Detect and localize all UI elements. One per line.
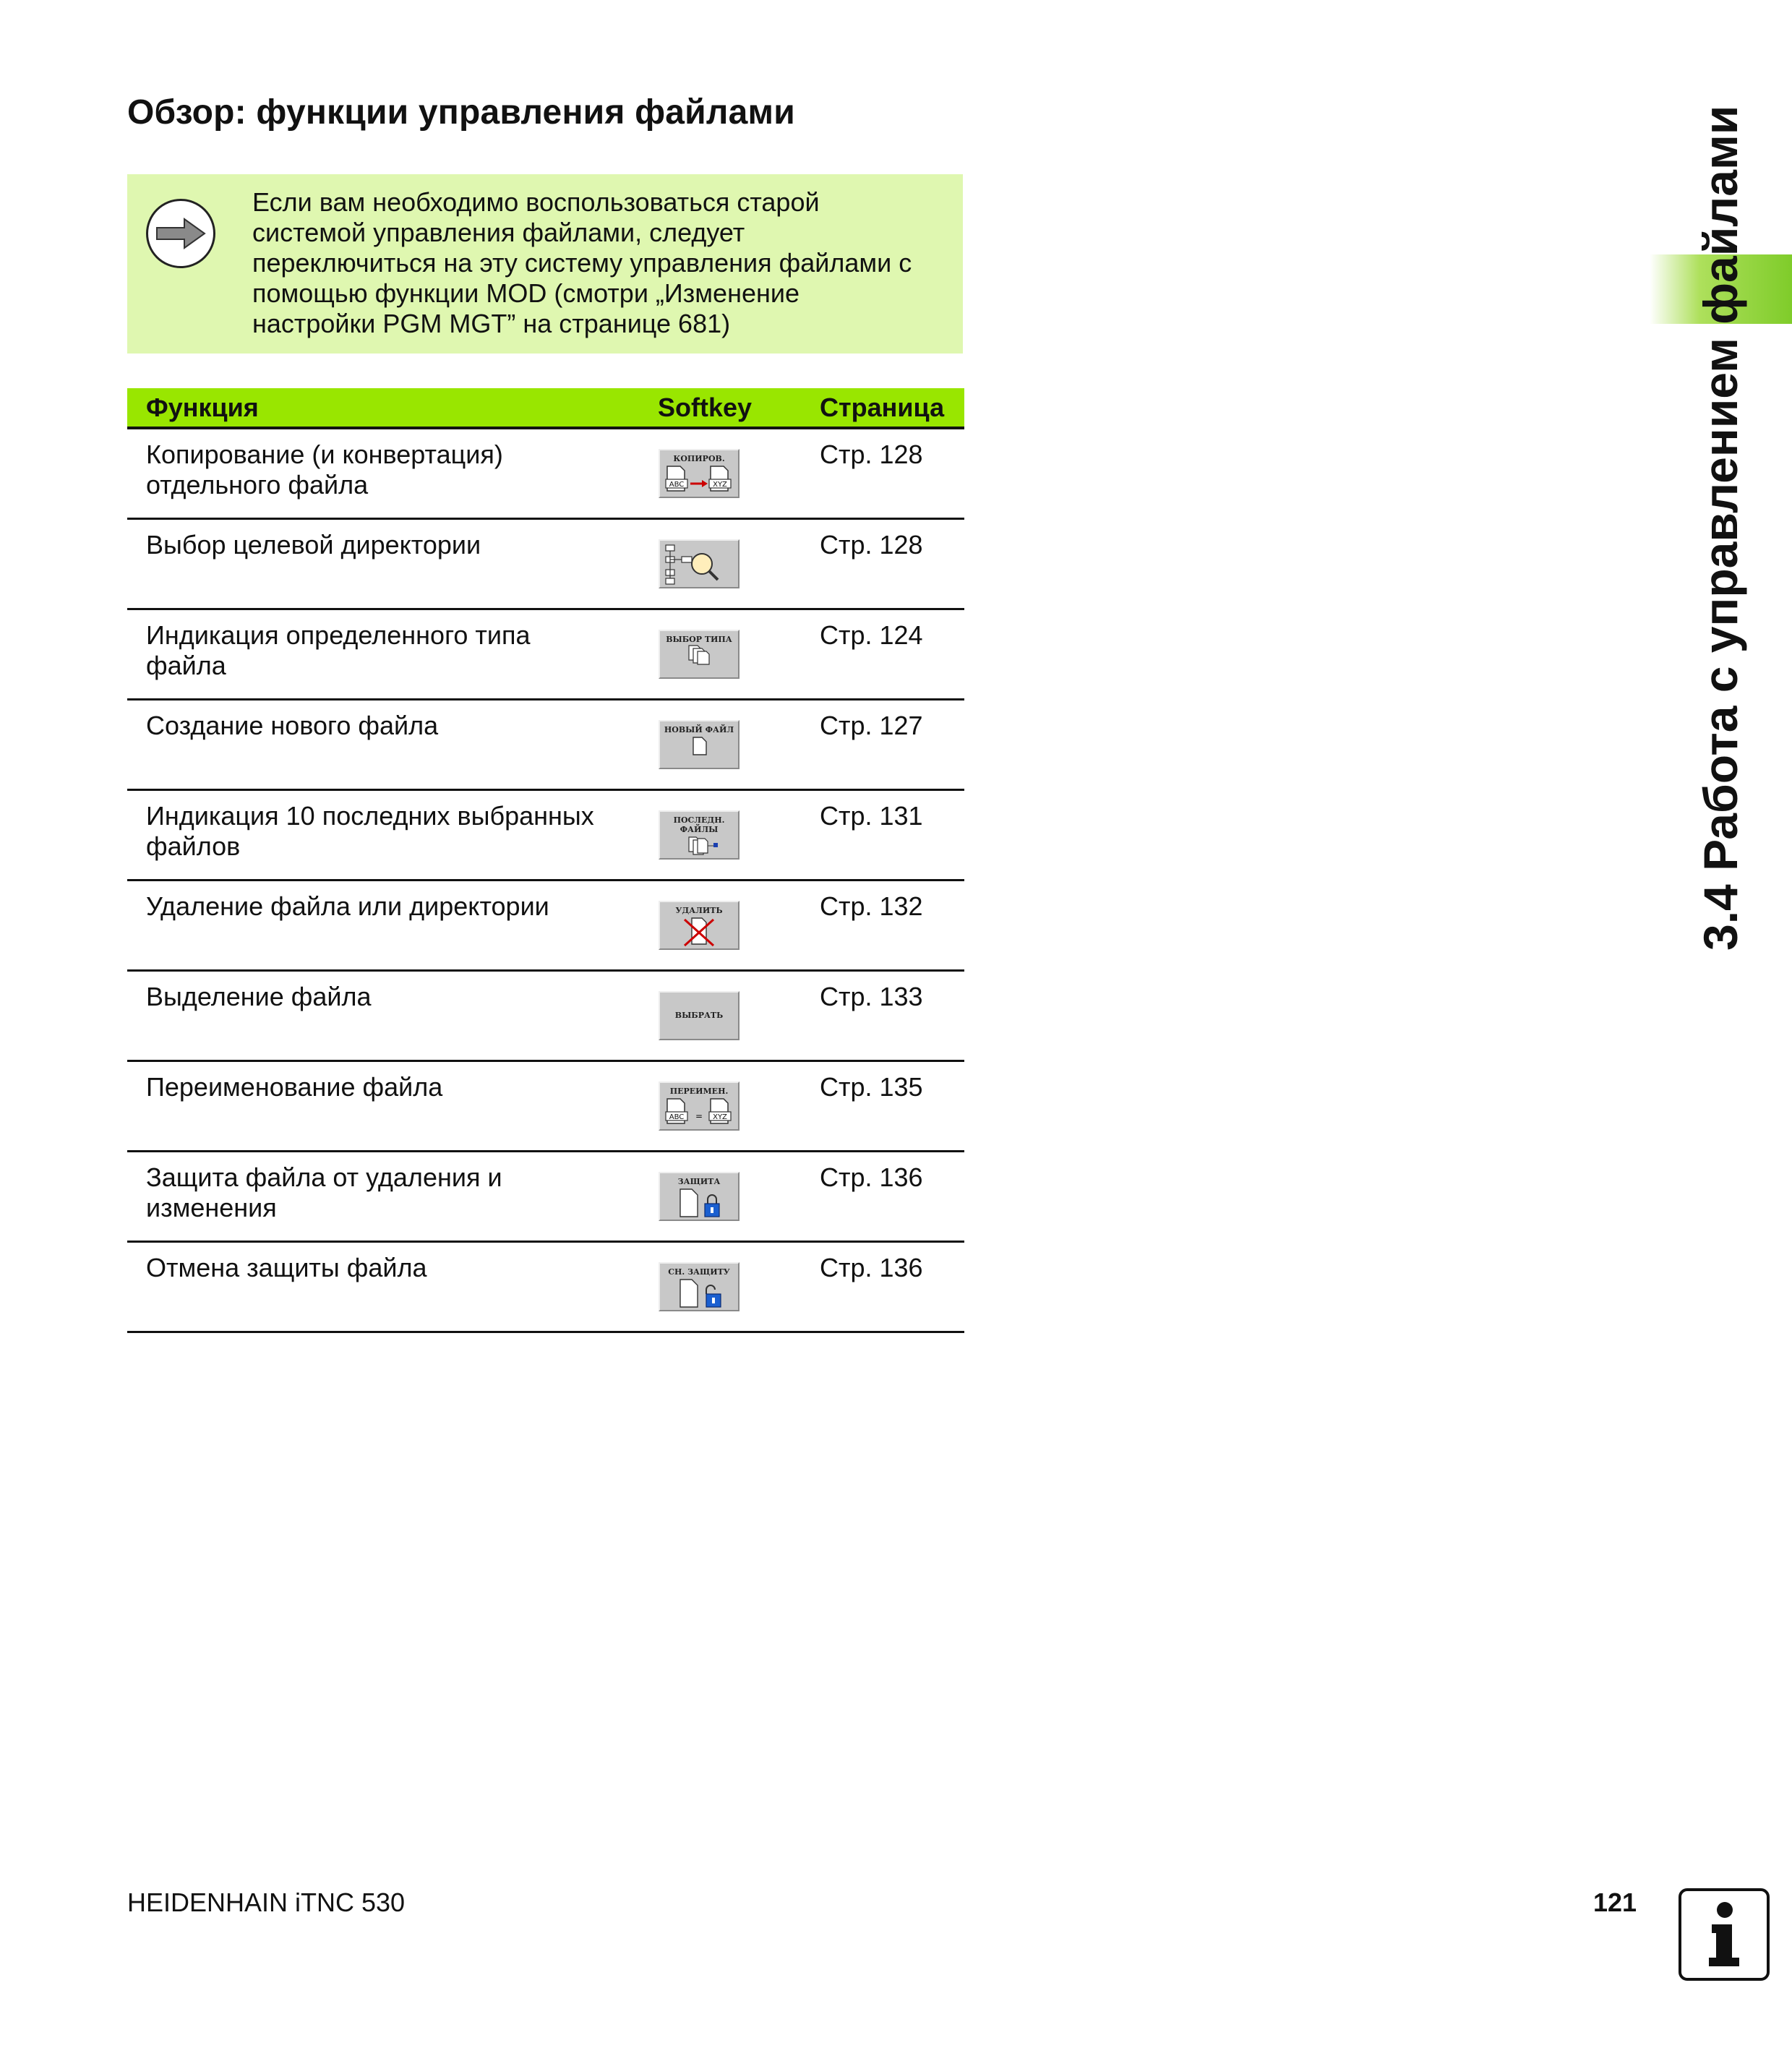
table-row bbox=[127, 700, 964, 791]
function-line: Защита файла от удаления и bbox=[146, 1162, 502, 1192]
table-row bbox=[127, 881, 964, 972]
note-box bbox=[127, 174, 963, 354]
table-row bbox=[127, 791, 964, 881]
recent-files-icon bbox=[670, 834, 728, 856]
softkey-label: ЗАЩИТА bbox=[677, 1177, 721, 1186]
note-line: переключиться на эту систему управления файлами с bbox=[252, 248, 912, 278]
function-line: Создание нового файла bbox=[146, 711, 439, 740]
directory-tree-magnifier-icon bbox=[660, 541, 738, 587]
note-line: системой управления файлами, следует bbox=[252, 218, 745, 247]
new-file-softkey[interactable] bbox=[659, 720, 739, 769]
row-page: Стр. 128 bbox=[820, 530, 923, 560]
rename-softkey[interactable] bbox=[659, 1081, 739, 1131]
function-line: Индикация определенного типа bbox=[146, 620, 531, 650]
row-page: Стр. 136 bbox=[820, 1253, 923, 1282]
svg-text:=: = bbox=[695, 1111, 703, 1121]
row-function bbox=[146, 620, 638, 681]
table-row bbox=[127, 1062, 964, 1152]
delete-file-icon bbox=[677, 915, 721, 947]
function-line: Удаление файла или директории bbox=[146, 891, 549, 921]
softkey-label: ПОСЛЕДН. ФАЙЛЫ bbox=[673, 815, 725, 834]
svg-text:XYZ: XYZ bbox=[713, 1113, 727, 1121]
target-directory-softkey[interactable] bbox=[659, 539, 739, 588]
softkey-label: ПЕРЕИМЕН. bbox=[669, 1087, 729, 1096]
header-page: Страница bbox=[820, 393, 945, 422]
row-page: Стр. 132 bbox=[820, 891, 923, 921]
row-page: Стр. 127 bbox=[820, 711, 923, 740]
select-softkey[interactable] bbox=[659, 991, 739, 1040]
row-function bbox=[146, 530, 638, 560]
softkey-label: УДАЛИТЬ bbox=[675, 906, 723, 915]
table-row bbox=[127, 1243, 964, 1333]
rename-abc-xyz-icon bbox=[661, 1096, 737, 1126]
row-function bbox=[146, 1253, 638, 1283]
file-type-softkey[interactable] bbox=[659, 630, 739, 679]
row-page: Стр. 128 bbox=[820, 440, 923, 469]
function-line: Отмена защиты файла bbox=[146, 1253, 427, 1282]
svg-text:ABC: ABC bbox=[669, 1113, 685, 1121]
note-line: помощью функции MOD (смотри „Изменение bbox=[252, 278, 799, 308]
new-file-icon bbox=[685, 734, 713, 756]
function-line: отдельного файла bbox=[146, 470, 369, 500]
function-line: файлов bbox=[146, 831, 241, 861]
file-type-icon bbox=[677, 644, 721, 666]
copy-softkey[interactable] bbox=[659, 449, 739, 498]
header-function: Функция bbox=[146, 393, 259, 422]
function-line: Выделение файла bbox=[146, 982, 372, 1011]
row-function bbox=[146, 891, 638, 922]
footer-product: HEIDENHAIN iTNC 530 bbox=[127, 1888, 406, 1917]
row-page: Стр. 131 bbox=[820, 801, 923, 831]
unprotect-softkey[interactable] bbox=[659, 1262, 739, 1311]
delete-softkey[interactable] bbox=[659, 901, 739, 950]
header-softkey: Softkey bbox=[658, 393, 753, 422]
table-row bbox=[127, 429, 964, 520]
function-line: изменения bbox=[146, 1193, 277, 1222]
row-page: Стр. 124 bbox=[820, 620, 923, 650]
row-function bbox=[146, 711, 638, 741]
note-line: Если вам необходимо воспользоваться старой bbox=[252, 187, 820, 217]
svg-text:XYZ: XYZ bbox=[713, 481, 727, 489]
row-function bbox=[146, 982, 638, 1012]
softkey-label: СН. ЗАЩИТУ bbox=[668, 1267, 730, 1277]
function-line: Индикация 10 последних выбранных bbox=[146, 801, 594, 831]
row-function bbox=[146, 440, 638, 500]
table-row bbox=[127, 1152, 964, 1243]
protect-softkey[interactable] bbox=[659, 1172, 739, 1221]
row-page: Стр. 135 bbox=[820, 1072, 923, 1102]
row-function bbox=[146, 801, 638, 862]
row-function bbox=[146, 1162, 638, 1223]
table-row bbox=[127, 520, 964, 610]
function-line: Переименование файла bbox=[146, 1072, 443, 1102]
row-page: Стр. 136 bbox=[820, 1162, 923, 1192]
copy-abc-xyz-icon bbox=[661, 463, 737, 494]
softkey-label: КОПИРОВ. bbox=[673, 454, 725, 463]
softkey-label: НОВЫЙ ФАЙЛ bbox=[664, 725, 734, 734]
row-function bbox=[146, 1072, 638, 1102]
softkey-label: ВЫБОР ТИПА bbox=[666, 635, 732, 644]
arrow-right-icon bbox=[146, 199, 215, 268]
table-row bbox=[127, 972, 964, 1062]
row-page: Стр. 133 bbox=[820, 982, 923, 1011]
note-line: настройки PGM MGT” на странице 681) bbox=[252, 309, 731, 338]
function-line: Выбор целевой директории bbox=[146, 530, 481, 560]
softkey-label: ВЫБРАТЬ bbox=[674, 1011, 724, 1020]
unlock-file-icon bbox=[663, 1277, 735, 1310]
svg-text:ABC: ABC bbox=[669, 481, 685, 489]
info-icon bbox=[1679, 1888, 1770, 1981]
function-line: файла bbox=[146, 651, 226, 680]
section-title: 3.4 Работа с управлением файлами bbox=[1694, 105, 1747, 951]
page-title: Обзор: функции управления файлами bbox=[127, 93, 795, 132]
file-functions-table bbox=[127, 388, 964, 1333]
page-number: 121 bbox=[1593, 1888, 1637, 1917]
recent-files-softkey[interactable] bbox=[659, 810, 739, 860]
table-row bbox=[127, 610, 964, 700]
table-header bbox=[127, 388, 964, 429]
function-line: Копирование (и конвертация) bbox=[146, 440, 503, 469]
lock-file-icon bbox=[663, 1186, 735, 1220]
note-text bbox=[252, 187, 946, 339]
